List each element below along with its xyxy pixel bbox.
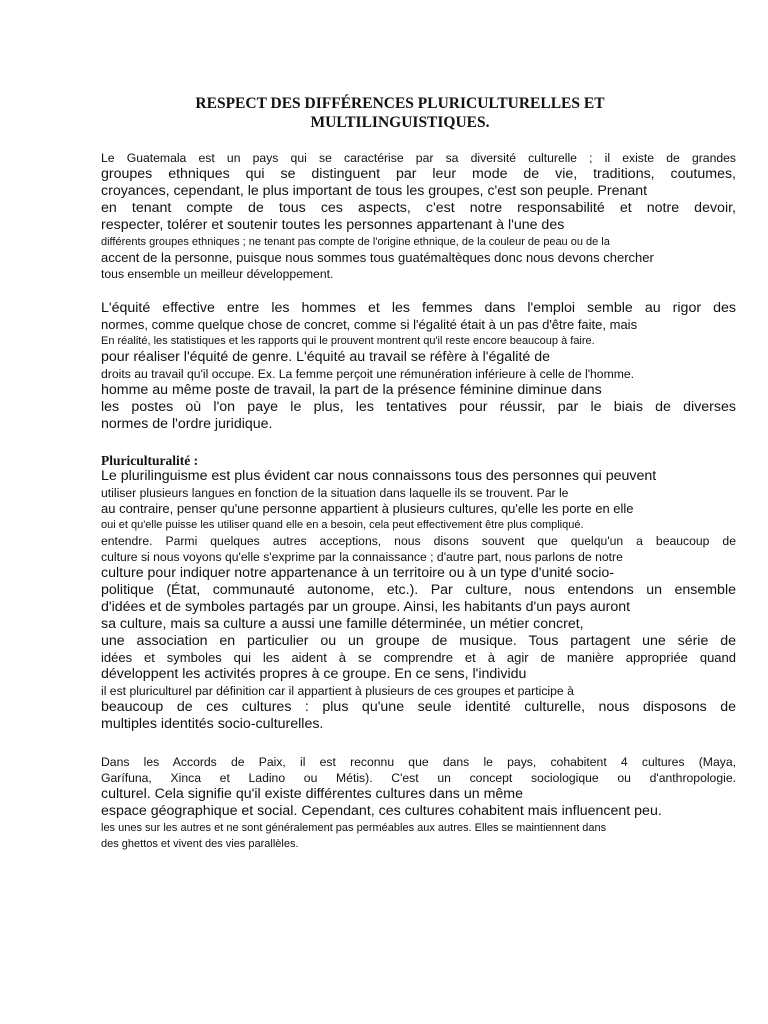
text-line: multiples identités socio-culturelles. bbox=[101, 716, 324, 732]
section-heading: Pluriculturalité : bbox=[101, 453, 199, 468]
paragraph-gender-equity bbox=[101, 300, 736, 433]
title-line: RESPECT DES DIFFÉRENCES PLURICULTURELLES ET bbox=[195, 95, 605, 112]
text-line: différents groupes ethniques ; ne tenant pas compte de l'origine ethnique, de la couleur de peau ou de la bbox=[101, 236, 610, 248]
text-line: accent de la personne, puisque nous sommes tous guatémaltèques donc nous devons chercher bbox=[101, 250, 654, 265]
text-line: idées et symboles qui les aident à se comprendre et à agir de manière appropriée quand bbox=[101, 650, 736, 665]
text-line: espace géographique et social. Cependant, ces cultures cohabitent mais influencent peu. bbox=[101, 803, 662, 819]
text-line: groupes ethniques qui se distinguent par leur mode de vie, traditions, coutumes, bbox=[101, 166, 736, 182]
text-line: Dans les Accords de Paix, il est reconnu que dans le pays, cohabitent 4 cultures (Maya, bbox=[101, 755, 736, 769]
text-line: une association en particulier ou un groupe de musique. Tous partagent une série de bbox=[101, 633, 736, 649]
text-line: oui et qu'elle puisse les utiliser quand elle en a besoin, cela peut effectivement être plus compliqué. bbox=[101, 519, 584, 531]
text-line: Le plurilinguisme est plus évident car nous connaissons tous des personnes qui peuvent bbox=[101, 468, 657, 484]
paragraph-pluriculturality bbox=[101, 468, 736, 733]
text-line: en tenant compte de tous ces aspects, c'est notre responsabilité et notre devoir, bbox=[101, 200, 736, 216]
text-line: respecter, tolérer et soutenir toutes les personnes appartenant à l'une des bbox=[101, 217, 565, 233]
text-line: pour réaliser l'équité de genre. L'équité au travail se réfère à l'égalité de bbox=[101, 349, 551, 365]
text-line: normes de l'ordre juridique. bbox=[101, 416, 273, 432]
text-line: L'équité effective entre les hommes et les femmes dans l'emploi semble au rigor des bbox=[101, 300, 736, 316]
text-line: croyances, cependant, le plus important de tous les groupes, c'est son peuple. Prenant bbox=[101, 183, 648, 199]
paragraph-diversity bbox=[101, 150, 736, 282]
text-line: les unes sur les autres et ne sont généralement pas perméables aux autres. Elles se maintiennent dans bbox=[101, 822, 607, 834]
text-line: homme au même poste de travail, la part de la présence féminine diminue dans bbox=[101, 382, 602, 398]
text-line: utiliser plusieurs langues en fonction de la situation dans laquelle ils se trouvent. Par le bbox=[101, 486, 569, 500]
text-line: d'idées et de symboles partagés par un groupe. Ainsi, les habitants d'un pays auront bbox=[101, 599, 631, 615]
text-line: il est pluriculturel par définition car il appartient à plusieurs de ces groupes et participe à bbox=[101, 684, 574, 698]
text-line: culture si nous voyons qu'elle s'exprime par la connaissance ; d'autre part, nous parlons de notre bbox=[101, 550, 623, 564]
text-line: politique (État, communauté autonome, etc.). Par culture, nous entendons un ensemble bbox=[101, 582, 736, 598]
text-line: sa culture, mais sa culture a aussi une famille déterminée, un métier concret, bbox=[101, 616, 584, 632]
text-line: normes, comme quelque chose de concret, comme si l'égalité était à un pas d'être faite, mais bbox=[101, 317, 638, 332]
text-line: Garífuna, Xinca et Ladino ou Métis). C'est un concept sociologique ou d'anthropologie. bbox=[101, 771, 736, 785]
text-line: développent les activités propres à ce groupe. En ce sens, l'individu bbox=[101, 666, 527, 682]
text-line: beaucoup de ces cultures : plus qu'une seule identité culturelle, nous disposons de bbox=[101, 699, 736, 715]
text-line: tous ensemble un meilleur développement. bbox=[101, 267, 334, 281]
text-line: En réalité, les statistiques et les rapports qui le prouvent montrent qu'il reste encore beaucoup à faire. bbox=[101, 335, 595, 347]
text-line: culturel. Cela signifie qu'il existe différentes cultures dans un même bbox=[101, 786, 523, 802]
title-line: MULTILINGUISTIQUES. bbox=[310, 114, 490, 131]
paragraph-peace-accords bbox=[101, 754, 736, 852]
text-line: entendre. Parmi quelques autres acceptions, nous disons souvent que quelqu'un a beaucoup de bbox=[101, 534, 736, 548]
text-line: culture pour indiquer notre appartenance à un territoire ou à un type d'unité socio- bbox=[101, 565, 614, 581]
text-line: Le Guatemala est un pays qui se caractérise par sa diversité culturelle ; il existe de grandes bbox=[101, 151, 736, 165]
text-line: droits au travail qu'il occupe. Ex. La femme perçoit une rémunération inférieure à celle de l'homme. bbox=[101, 367, 635, 381]
document-title bbox=[100, 94, 700, 132]
text-line: les postes où l'on paye le plus, les tentatives pour réussir, par le biais de diverses bbox=[101, 399, 736, 415]
text-line: des ghettos et vivent des vies parallèles. bbox=[101, 838, 299, 850]
text-line: au contraire, penser qu'une personne appartient à plusieurs cultures, qu'elle les porte en elle bbox=[101, 501, 634, 516]
